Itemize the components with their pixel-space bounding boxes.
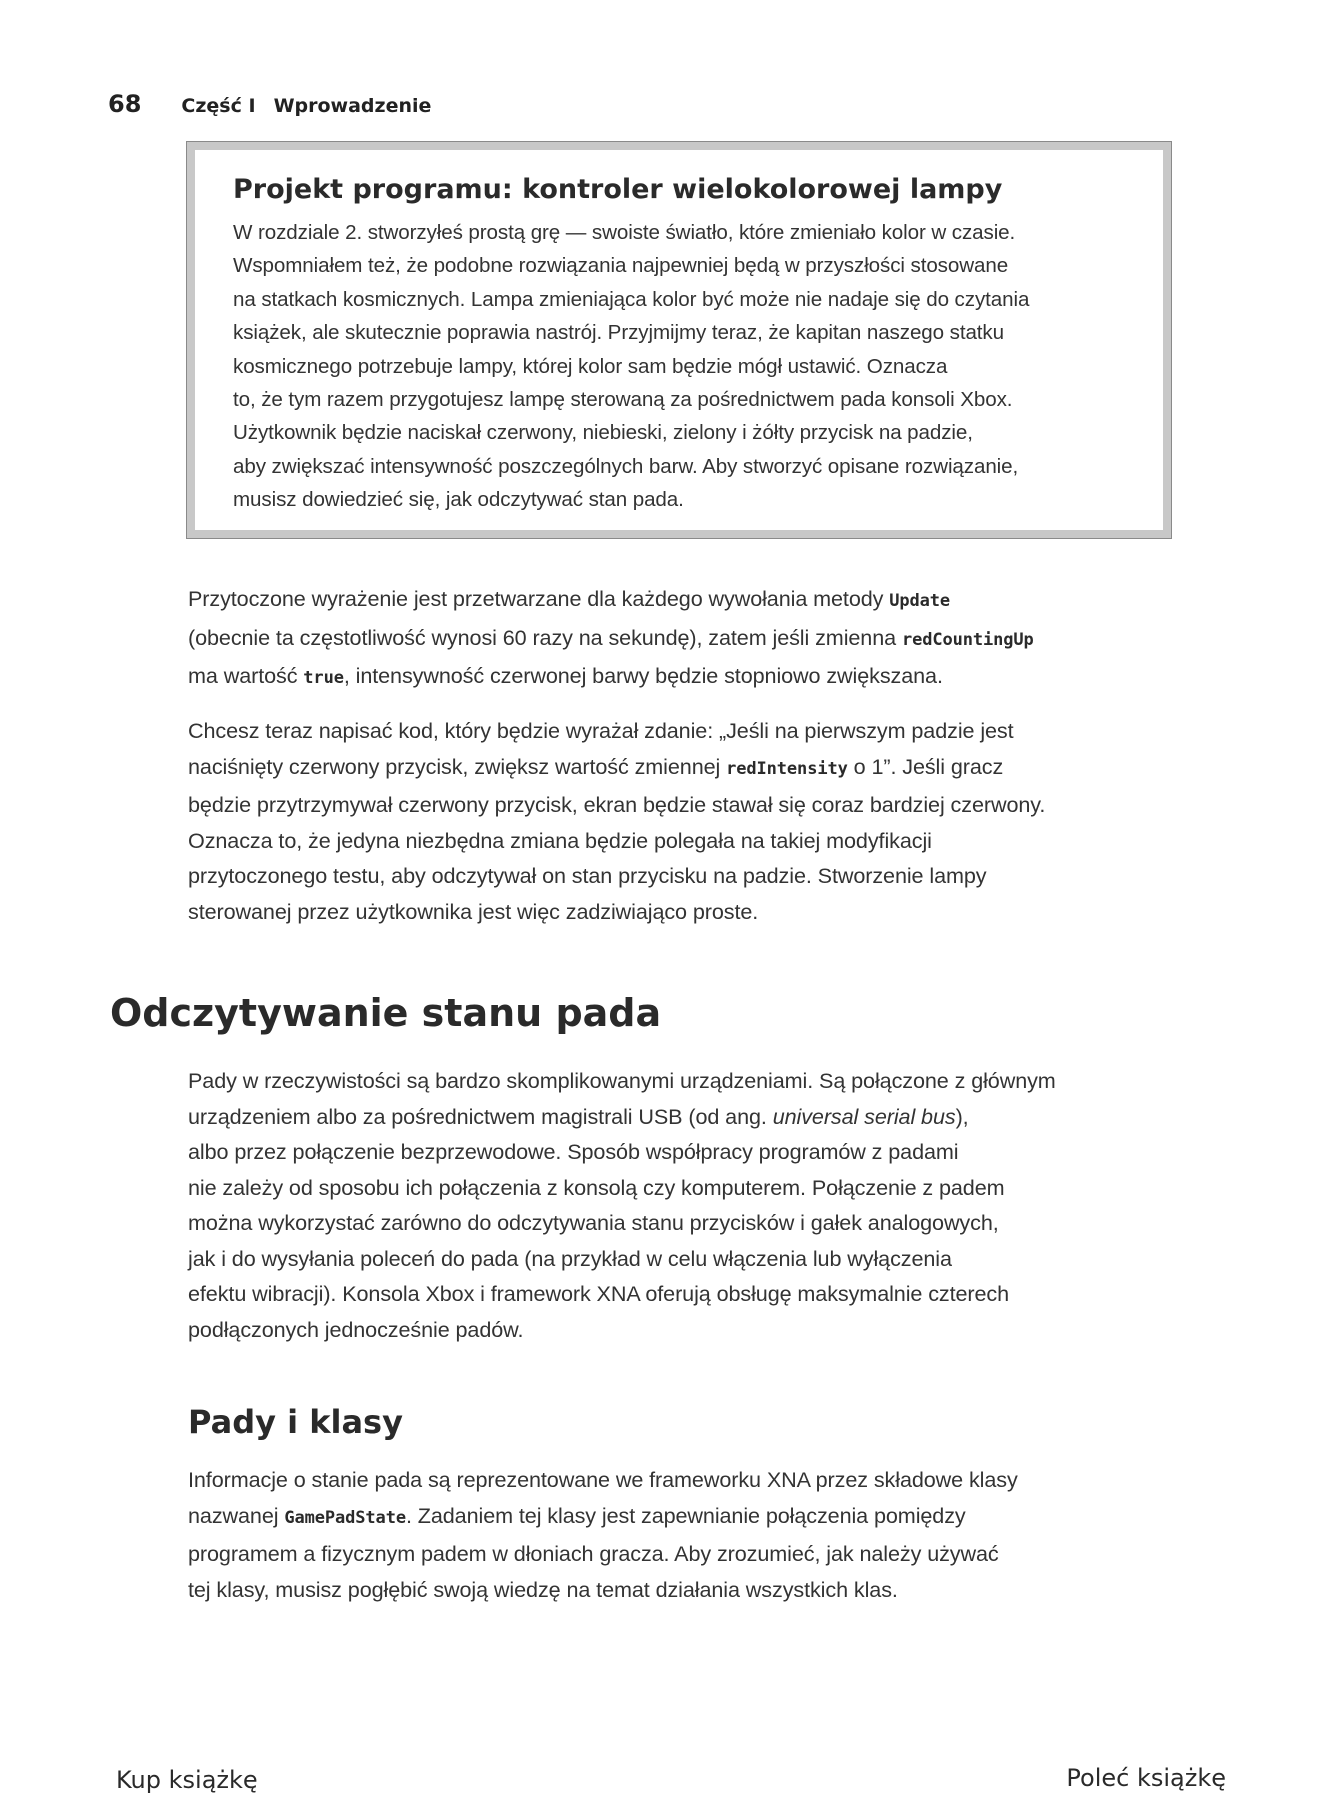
paragraph bbox=[188, 581, 1168, 697]
body-paragraph-1 bbox=[188, 581, 1168, 697]
section-2-paragraph bbox=[188, 1462, 1168, 1607]
text-run: tej klasy, musisz pogłębić swoją wiedzę na temat działania wszystkich klas. bbox=[188, 1576, 898, 1602]
sidebar-content bbox=[233, 172, 1135, 517]
sidebar-line: na statkach kosmicznych. Lampa zmieniająca kolor być może nie nadaje się do czytania bbox=[233, 287, 1030, 311]
text-run: programem a fizycznym padem w dłoniach gracza. Aby zrozumieć, jak należy używać bbox=[188, 1541, 999, 1566]
part-label: Część I bbox=[181, 95, 256, 117]
text-run: naciśnięty czerwony przycisk, zwiększ wartość zmiennej bbox=[188, 753, 727, 779]
sidebar-line: W rozdziale 2. stworzyłeś prostą grę — swoiste światło, które zmieniało kolor w czasie. bbox=[233, 221, 1016, 244]
text-run: podłączonych jednocześnie padów. bbox=[188, 1316, 524, 1342]
text-run: będzie przytrzymywał czerwony przycisk, ekran będzie stawał się coraz bardziej czerwony. bbox=[188, 792, 1046, 817]
code-gamepadstate: GamePadState bbox=[284, 1507, 406, 1528]
running-head bbox=[108, 90, 431, 118]
page-number: 68 bbox=[108, 90, 142, 118]
code-true: true bbox=[303, 668, 344, 688]
section-1-paragraph bbox=[188, 1063, 1168, 1347]
text-run: Chcesz teraz napisać kod, który będzie wyrażał zdanie: „Jeśli na pierwszym padzie jest bbox=[188, 718, 1014, 743]
code-redcountingup: redCountingUp bbox=[901, 629, 1034, 650]
text-run: Oznacza to, że jedyna niezbędna zmiana będzie polegała na takiej modyfikacji bbox=[188, 827, 932, 853]
sidebar-line: książek, ale skutecznie poprawia nastrój. Przyjmijmy teraz, że kapitan naszego statku bbox=[233, 321, 1004, 345]
text-run: można wykorzystać zarówno do odczytywania stanu przycisków i gałek analogowych, bbox=[188, 1210, 999, 1235]
recommend-book-link[interactable]: Poleć książkę bbox=[1066, 1764, 1226, 1792]
text-run: efektu wibracji). Konsola Xbox i framework XNA oferują obsługę maksymalnie czterech bbox=[188, 1281, 1010, 1306]
text-run: (obecnie ta częstotliwość wynosi 60 razy na sekundę), zatem jeśli zmienna bbox=[188, 624, 902, 650]
chapter-name: Wprowadzenie bbox=[273, 95, 432, 117]
text-run: sterowanej przez użytkownika jest więc zadziwiająco proste. bbox=[188, 898, 759, 924]
text-run: ma wartość bbox=[188, 663, 304, 688]
sidebar-line: Wspomniałem też, że podobne rozwiązania najpewniej będą w przyszłości stosowane bbox=[233, 254, 1009, 278]
text-run: Przytoczone wyrażenie jest przetwarzane dla każdego wywołania metody bbox=[188, 586, 890, 611]
text-run: . Zadaniem tej klasy jest zapewnianie połączenia pomiędzy bbox=[405, 1502, 966, 1528]
sidebar-line: kosmicznego potrzebuje lampy, której kolor sam będzie mógł ustawić. Oznacza bbox=[233, 354, 948, 378]
body-paragraph-2 bbox=[188, 713, 1168, 929]
text-run: Pady w rzeczywistości są bardzo skomplikowanymi urządzeniami. Są połączone z głównym bbox=[188, 1068, 1056, 1093]
subsection-heading: Pady i klasy bbox=[188, 1403, 403, 1441]
text-run: albo przez połączenie bezprzewodowe. Sposób współpracy programów z padami bbox=[188, 1139, 959, 1164]
sidebar-title: Projekt programu: kontroler wielokolorowej lampy bbox=[233, 174, 1003, 205]
text-run: nazwanej bbox=[188, 1502, 285, 1528]
text-run: Informacje o stanie pada są reprezentowane we frameworku XNA przez składowe klasy bbox=[188, 1467, 1018, 1492]
paragraph bbox=[188, 1462, 1168, 1607]
code-redintensity: redIntensity bbox=[726, 758, 848, 779]
text-run: jak i do wysyłania poleceń do pada (na przykład w celu włączenia lub wyłączenia bbox=[188, 1245, 952, 1271]
text-run: o 1”. Jeśli gracz bbox=[847, 753, 1004, 779]
footer-left bbox=[116, 1766, 258, 1794]
sidebar-line: aby zwiększać intensywność poszczególnych barw. Aby stworzyć opisane rozwiązanie, bbox=[233, 454, 1019, 478]
text-run: , intensywność czerwonej barwy będzie stopniowo zwiększana. bbox=[343, 663, 943, 688]
sidebar-line: to, że tym razem przygotujesz lampę sterowaną za pośrednictwem pada konsoli Xbox. bbox=[233, 388, 1013, 412]
code-update: Update bbox=[889, 591, 951, 611]
sidebar-line: musisz dowiedzieć się, jak odczytywać stan pada. bbox=[233, 488, 684, 512]
paragraph bbox=[188, 1063, 1168, 1347]
text-run: nie zależy od sposobu ich połączenia z konsolą czy komputerem. Połączenie z padem bbox=[188, 1174, 1005, 1200]
footer-right bbox=[1066, 1764, 1226, 1792]
sidebar-line: Użytkownik będzie naciskał czerwony, niebieski, zielony i żółty przycisk na padzie, bbox=[233, 421, 973, 445]
text-run: urządzeniem albo za pośrednictwem magistrali USB (od ang. bbox=[188, 1103, 773, 1129]
section-heading: Odczytywanie stanu pada bbox=[110, 991, 662, 1035]
buy-book-link[interactable]: Kup książkę bbox=[116, 1766, 258, 1794]
text-run: przytoczonego testu, aby odczytywał on stan przycisku na padzie. Stworzenie lampy bbox=[188, 863, 987, 888]
italic-term: universal serial bus bbox=[772, 1103, 956, 1129]
sidebar-paragraph bbox=[233, 216, 1135, 517]
text-run: ), bbox=[955, 1103, 969, 1129]
sidebar-box bbox=[186, 141, 1172, 539]
paragraph bbox=[188, 713, 1168, 929]
